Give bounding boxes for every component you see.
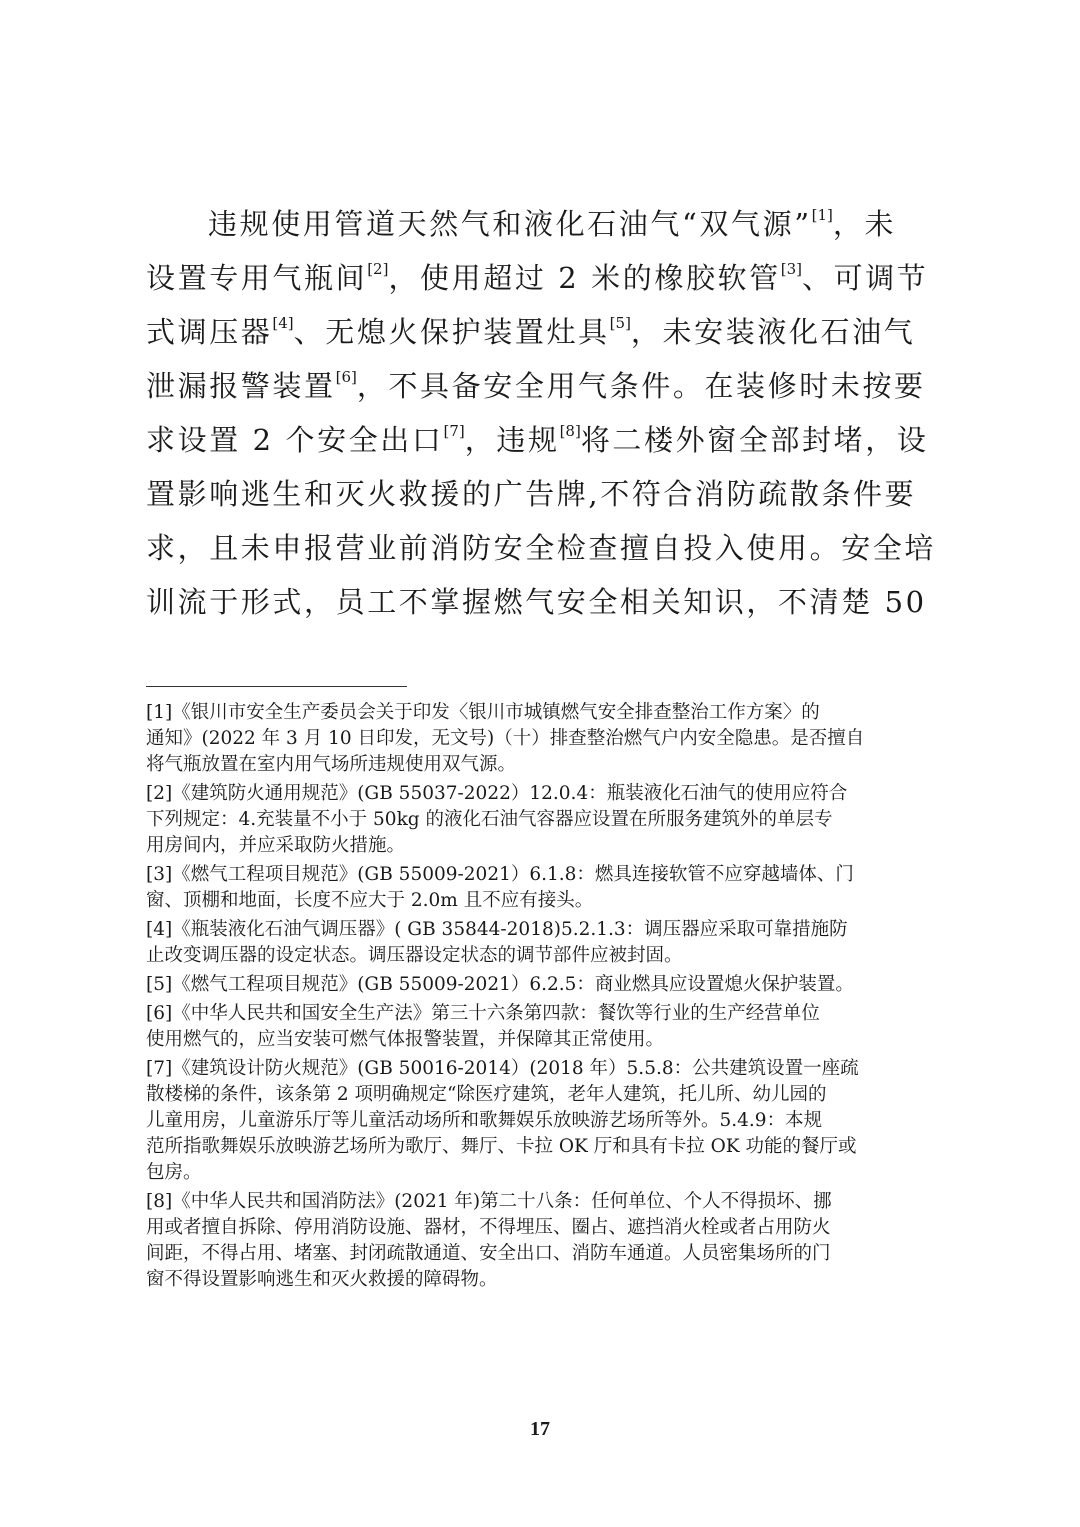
footnote-reference[interactable]: [5]: [609, 314, 631, 332]
footnote-line: [1]《银川市安全生产委员会关于印发〈银川市城镇燃气安全排查整治工作方案〉的: [146, 702, 820, 723]
body-line: 训流于形式，员工不掌握燃气安全相关知识，不清楚 50: [146, 585, 927, 619]
footnote-line: [6]《中华人民共和国安全生产法》第三十六条第四款：餐饮等行业的生产经营单位: [146, 1003, 820, 1024]
footnote-line: [3]《燃气工程项目规范》(GB 55009-2021）6.1.8：燃具连接软管不应穿越墙体、门: [146, 864, 854, 885]
body-line: 求，且未申报营业前消防安全检查擅自投入使用。安全培: [146, 531, 937, 565]
footnote-line: 儿童用房，儿童游乐厅等儿童活动场所和歌舞娱乐放映游艺场所等外。5.4.9：本规: [146, 1110, 823, 1131]
footnote: [146, 1001, 946, 1053]
footnote-line: 用或者擅自拆除、停用消防设施、器材，不得埋压、圈占、遮挡消火栓或者占用防火: [146, 1217, 831, 1238]
footnote-line: 范所指歌舞娱乐放映游艺场所为歌厅、舞厅、卡拉 OK 厅和具有卡拉 OK 功能的餐厅或: [146, 1136, 857, 1157]
footnote-reference[interactable]: [1]: [811, 206, 833, 224]
footnote-reference[interactable]: [4]: [272, 314, 294, 332]
footnotes: [146, 700, 946, 1296]
body-line: 式调压器[4]、无熄火保护装置灶具[5]，未安装液化石油气: [146, 314, 916, 349]
body-line: 设置专用气瓶间[2]，使用超过 2 米的橡胶软管[3]、可调节: [146, 260, 929, 295]
footnote-line: 止改变调压器的设定状态。调压器设定状态的调节部件应被封固。: [146, 945, 683, 966]
footnote-line: 下列规定：4.充装量不小于 50kg 的液化石油气容器应设置在所服务建筑外的单层专: [146, 809, 833, 830]
page-number: 17: [530, 1418, 550, 1440]
body-paragraph: [146, 197, 946, 629]
footnote: [146, 917, 946, 969]
footnote-line: 窗、顶棚和地面，长度不应大于 2.0m 且不应有接头。: [146, 890, 594, 911]
body-line: 置影响逃生和灭火救援的广告牌,不符合消防疏散条件要: [146, 477, 917, 511]
footnote-line: 用房间内，并应采取防火措施。: [146, 835, 406, 856]
footnote: [146, 781, 946, 859]
footnote-line: 窗不得设置影响逃生和灭火救援的障碍物。: [146, 1269, 498, 1290]
footnote-reference[interactable]: [7]: [443, 422, 465, 440]
footnote-line: [2]《建筑防火通用规范》(GB 55037-2022）12.0.4：瓶装液化石油气的使用应符合: [146, 783, 848, 804]
footnote: [146, 972, 946, 998]
footnote: [146, 862, 946, 914]
footnote-line: 包房。: [146, 1162, 202, 1183]
footnote-line: [7]《建筑设计防火规范》(GB 50016-2014）(2018 年）5.5.8：公共建筑设置一座疏: [146, 1058, 859, 1079]
body-line: 泄漏报警装置[6]，不具备安全用气条件。在装修时未按要: [146, 368, 926, 403]
footnote-separator: [146, 686, 407, 687]
footnote-line: 通知》(2022 年 3 月 10 日印发，无文号)（十）排查整治燃气户内安全隐患。是否擅自: [146, 728, 865, 749]
footnote-line: [5]《燃气工程项目规范》(GB 55009-2021）6.2.5：商业燃具应设置熄火保护装置。: [146, 974, 854, 995]
footnote-reference[interactable]: [6]: [335, 368, 357, 386]
footnote-line: [4]《瓶装液化石油气调压器》( GB 35844-2018)5.2.1.3：调压器应采取可靠措施防: [146, 919, 848, 940]
footnote: [146, 1056, 946, 1186]
footnote-reference[interactable]: [8]: [559, 422, 581, 440]
footnote: [146, 1189, 946, 1293]
body-line: 违规使用管道天然气和液化石油气“双气源”[1]，未: [208, 206, 897, 241]
footnote-line: 间距，不得占用、堵塞、封闭疏散通道、安全出口、消防车通道。人员密集场所的门: [146, 1243, 831, 1264]
footnote-line: 将气瓶放置在室内用气场所违规使用双气源。: [146, 754, 517, 775]
footnote-reference[interactable]: [3]: [780, 260, 802, 278]
footnote-line: 散楼梯的条件，该条第 2 项明确规定“除医疗建筑，老年人建筑，托儿所、幼儿园的: [146, 1084, 827, 1105]
footnote-reference[interactable]: [2]: [367, 260, 389, 278]
footnote-line: [8]《中华人民共和国消防法》(2021 年)第二十八条：任何单位、个人不得损坏、挪: [146, 1191, 832, 1212]
body-line: 求设置 2 个安全出口[7]，违规[8]将二楼外窗全部封堵，设: [146, 422, 929, 457]
footnote-line: 使用燃气的，应当安装可燃气体报警装置，并保障其正常使用。: [146, 1029, 665, 1050]
footnote: [146, 700, 946, 778]
